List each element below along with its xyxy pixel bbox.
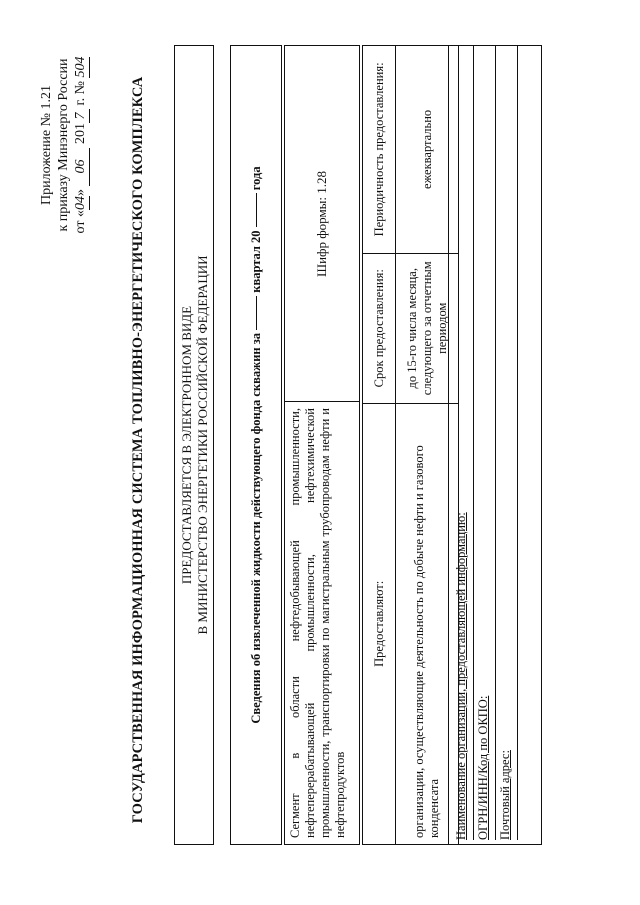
org-address-label: Почтовый адрес: <box>498 750 512 840</box>
appendix-block <box>38 45 90 245</box>
header-periodicity: Периодичность предоставления: <box>363 46 396 254</box>
year-blank <box>256 193 257 227</box>
cell-periodicity: ежеквартально <box>396 46 459 254</box>
report-title: Сведения об извлеченной жидкости действующего фонда скважин за квартал 20 года <box>230 45 282 845</box>
appendix-year-digit: 7 <box>72 109 90 123</box>
table-header-row <box>363 46 396 845</box>
header-deadline: Срок предоставления: <box>363 253 396 403</box>
org-name-label: Наименование организации, предоставляющей информацию: <box>454 512 468 840</box>
organization-info <box>448 45 542 845</box>
submission-line-2: В МИНИСТЕРСТВО ЭНЕРГЕТИКИ РОССИЙСКОЙ ФЕДЕРАЦИИ <box>195 255 210 635</box>
appendix-order-number: 504 <box>73 56 88 78</box>
segment-description: Сегмент в области нефтедобывающей промышленности, нефтеперерабатывающей промышленности, нефтехимической промышленности, транспортировки по магистральным трубопроводам нефти и нефтепродуктов <box>288 408 347 838</box>
org-name-field[interactable] <box>451 46 474 840</box>
submission-table <box>362 45 459 845</box>
cell-submitters: организации, осуществляющие деятельность по добыче нефти и газового конденсата <box>396 403 459 844</box>
appendix-date-line: от «04» 06 2017 г. № 504 <box>73 56 88 234</box>
form-code: Шифр формы: 1.28 <box>314 170 329 278</box>
quarter-blank <box>256 296 257 330</box>
appendix-day: 04 <box>73 196 88 211</box>
appendix-number: Приложение № 1.21 <box>39 85 54 205</box>
segment-block <box>284 45 360 845</box>
org-address-field[interactable] <box>495 46 518 840</box>
header-submitters: Предоставляют: <box>363 403 396 844</box>
page-title: ГОСУДАРСТВЕННАЯ ИНФОРМАЦИОННАЯ СИСТЕМА ТОПЛИВНО-ЭНЕРГЕТИЧЕСКОГО КОМПЛЕКСА <box>130 76 146 824</box>
submission-notice <box>174 45 214 845</box>
submission-line-1: ПРЕДОСТАВЛЯЕТСЯ В ЭЛЕКТРОННОМ ВИДЕ <box>179 305 194 585</box>
org-ogrn-field[interactable] <box>473 46 496 840</box>
cell-deadline: до 15-го числа месяца, следующего за отчетным периодом <box>396 253 459 403</box>
appendix-order-ref: к приказу Минэнерго России <box>56 58 71 232</box>
appendix-month: 06 <box>72 148 90 186</box>
org-ogrn-label: ОГРН/ИНН/Код по ОКПО: <box>476 695 490 840</box>
